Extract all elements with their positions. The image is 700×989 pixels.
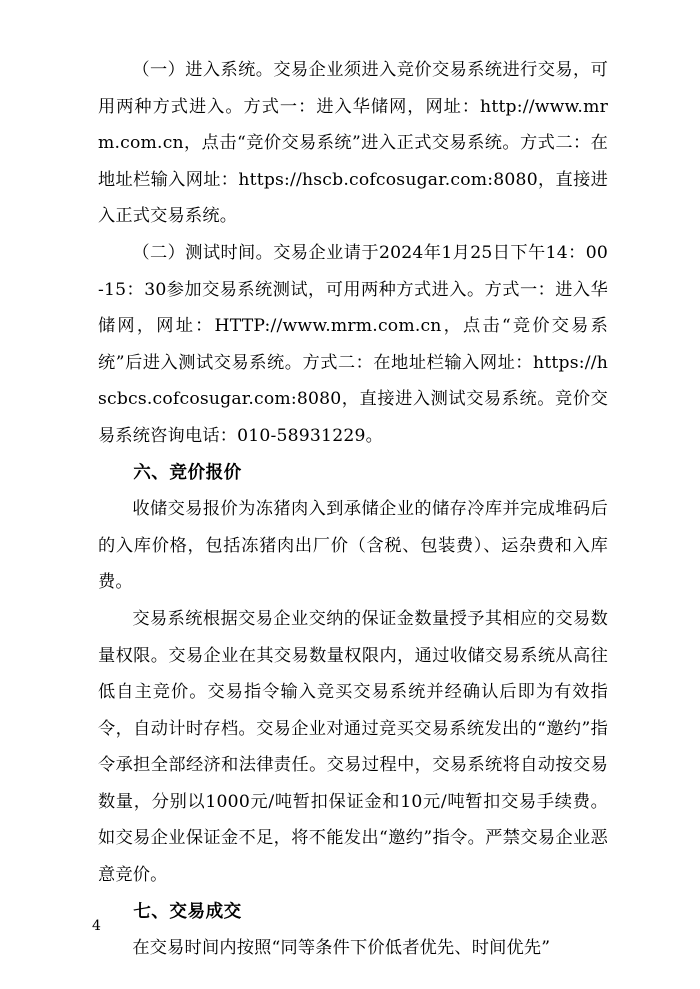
page-number: 4 <box>92 918 101 934</box>
para-test-time: （二）测试时间。交易企业请于2024年1月25日下午14：00-15：30参加交易系统测试，可用两种方式进入。方式一：进入华储网，网址：HTTP://www.mrm.com.cn，点击“竞价交易系统”后进入测试交易系统。方式二：在地址栏输入网址：https://hscbcs.cofcosugar.com:8080，直接进入测试交易系统。竞价交易系统咨询电话：010-58931229。 <box>98 242 608 446</box>
para-transaction-principle: 在交易时间内按照“同等条件下价低者优先、时间优先” <box>132 938 551 959</box>
heading-bidding-quote: 六、竞价报价 <box>133 462 242 483</box>
para-trading-system-rules: 交易系统根据交易企业交纳的保证金数量授予其相应的交易数量权限。交易企业在其交易数量权限内，通过收储交易系统从高往低自主竞价。交易指令输入竞买交易系统并经确认后即为有效指令，自动计时存档。交易企业对通过竞买交易系统发出的“邀约”指令承担全部经济和法律责任。交易过程中，交易系统将自动按交易数量，分别以1000元/吨暂扣保证金和10元/吨暂扣交易手续费。如交易企业保证金不足，将不能发出“邀约”指令。严禁交易企业恶意竞价。 <box>98 608 608 886</box>
para-enter-system: （一）进入系统。交易企业须进入竞价交易系统进行交易，可用两种方式进入。方式一：进入华储网，网址：http://www.mrm.com.cn，点击“竞价交易系统”进入正式交易系统。方式二：在地址栏输入网址：https://hscb.cofcosugar.com:8080，直接进入正式交易系统。 <box>98 60 608 227</box>
para-quote-definition: 收储交易报价为冻猪肉入到承储企业的储存冷库并完成堆码后的入库价格，包括冻猪肉出厂价（含税、包装费）、运杂费和入库费。 <box>98 499 608 593</box>
document-body <box>98 52 608 967</box>
heading-transaction-conclusion: 七、交易成交 <box>133 901 242 922</box>
